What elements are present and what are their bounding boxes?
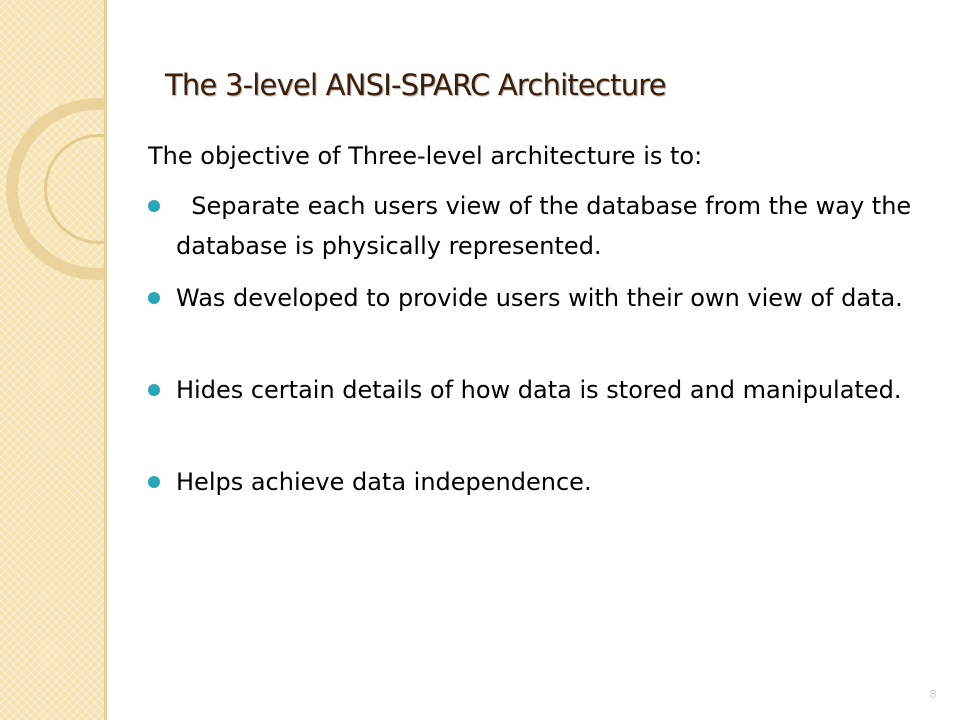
bullet-item-data-independence [148,462,928,502]
page-number: 8 [929,688,937,701]
bullet-dot-icon [148,476,160,488]
bullet-dot-icon [148,200,160,212]
slide-title: The 3-level ANSI-SPARC Architecture [165,68,666,102]
bullet-text: Hides certain details of how data is stored and manipulated. [176,376,902,404]
bullet-item-hides-details [148,370,928,410]
bullet-text: Was developed to provide users with their own view of data. [176,284,903,312]
bullet-text: Separate each users view of the database from the way the database is physically represented. [176,192,919,260]
bullet-dot-icon [148,384,160,396]
bullet-list [148,186,928,502]
intro-text: The objective of Three-level architecture is to: [148,142,703,170]
decorative-side-strip [0,0,104,720]
bullet-dot-icon [148,292,160,304]
bullet-item-separate-views [148,186,928,266]
bullet-text: Helps achieve data independence. [176,468,592,496]
side-strip-edge [104,0,107,720]
bullet-item-own-view [148,278,928,318]
